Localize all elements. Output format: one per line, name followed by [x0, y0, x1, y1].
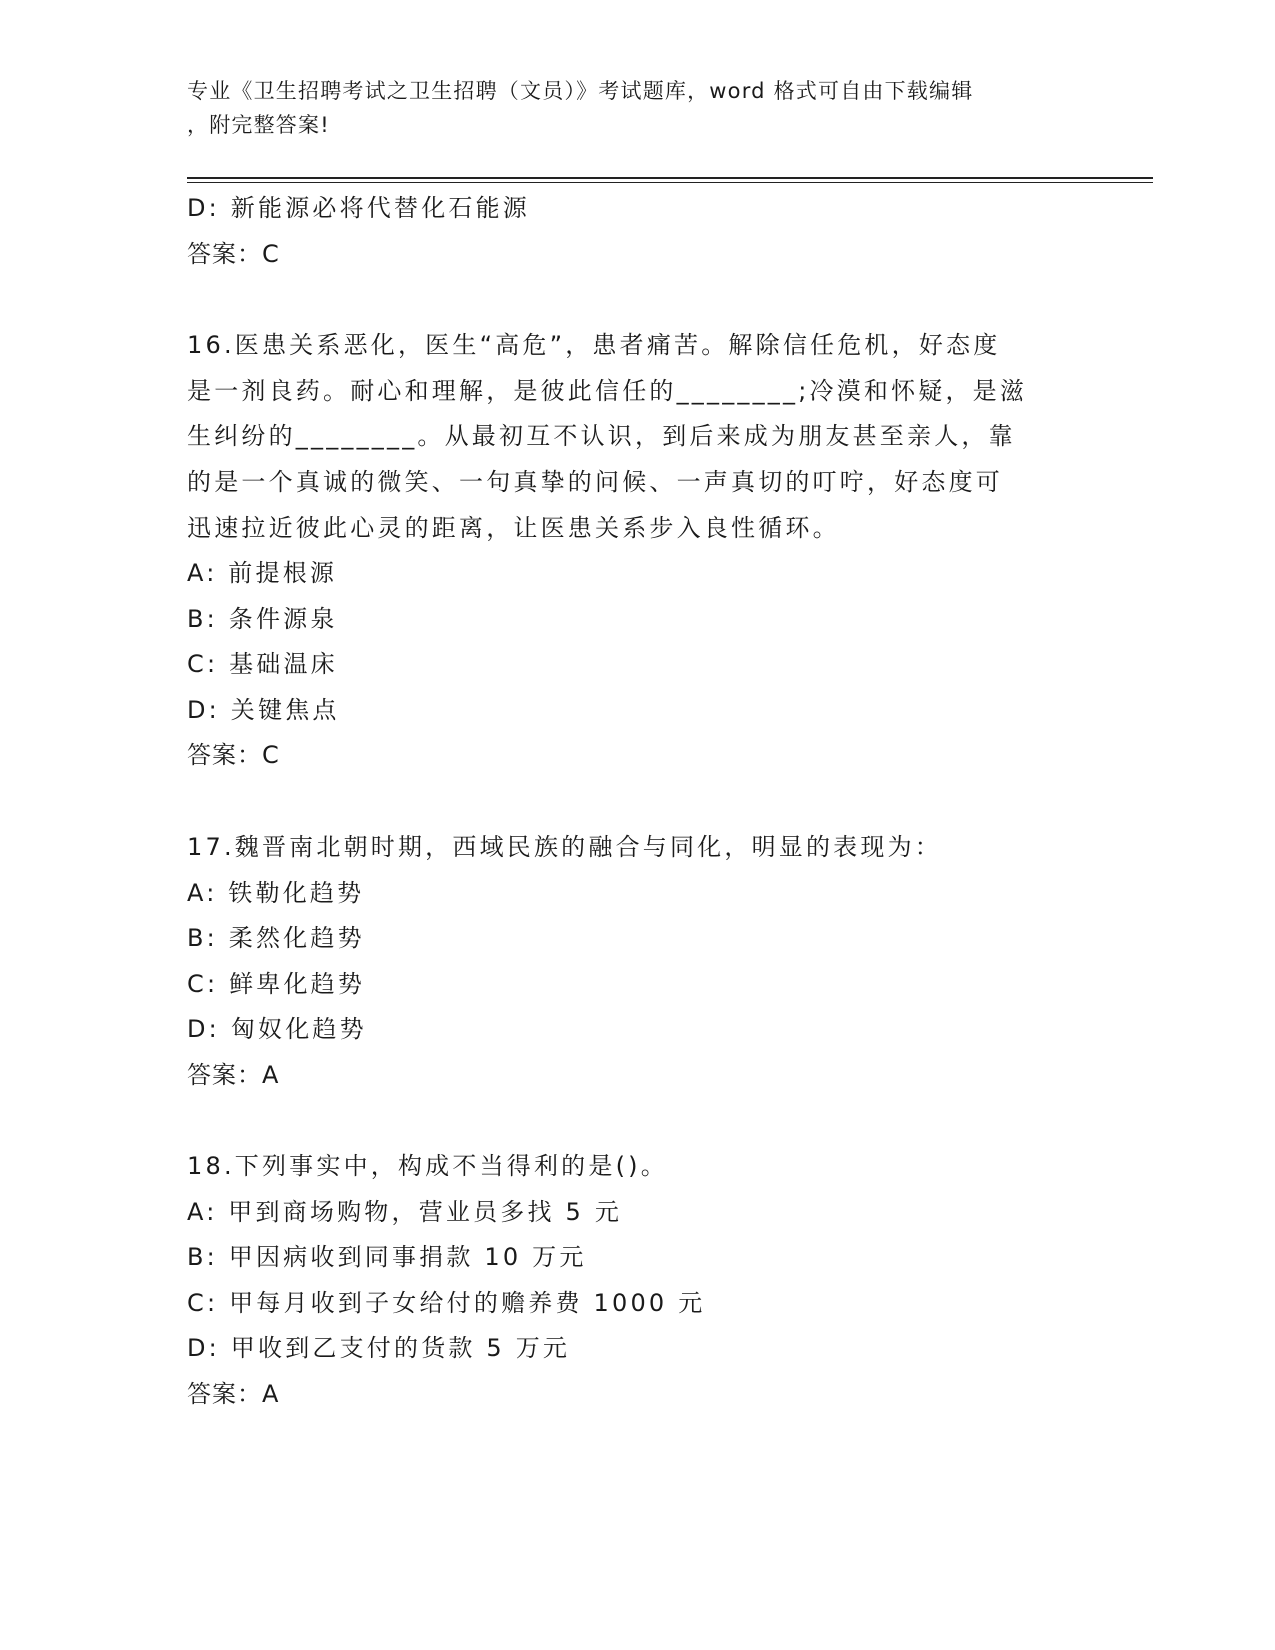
- option-d: D: 新能源必将代替化石能源: [187, 194, 530, 222]
- answer-line: 答案：C: [187, 741, 280, 770]
- option-d: D: 匈奴化趋势: [187, 1015, 367, 1044]
- option-a: A: 甲到商场购物，营业员多找 5 元: [187, 1197, 623, 1226]
- option-b: B: 甲因病收到同事捐款 10 万元: [187, 1243, 587, 1272]
- option-a: A: 前提根源: [187, 559, 338, 588]
- option-c: C: 甲每月收到子女给付的赡养费 1000 元: [187, 1288, 706, 1317]
- option-c: C: 鲜卑化趋势: [187, 969, 366, 998]
- header-rule-thick: [187, 177, 1153, 179]
- header-line-2: ，附完整答案!: [187, 113, 330, 137]
- option-b: B: 柔然化趋势: [187, 924, 365, 953]
- header-line-1: 专业《卫生招聘考试之卫生招聘（文员）》考试题库，word 格式可自由下载编辑: [187, 79, 974, 103]
- question-stem-line: 的是一个真诚的微笑、一句真挚的问候、一声真切的叮咛，好态度可: [187, 468, 1003, 497]
- prev-question-tail: [187, 186, 1087, 277]
- option-d: D: 关键焦点: [187, 695, 340, 724]
- question-stem-line: 17.魏晋南北朝时期，西域民族的融合与同化，明显的表现为：: [187, 832, 942, 861]
- question-stem-line: 18.下列事实中，构成不当得利的是()。: [187, 1152, 668, 1181]
- question-stem-line: 迅速拉近彼此心灵的距离，让医患关系步入良性循环。: [187, 513, 840, 542]
- question-stem-line: 16.医患关系恶化，医生“高危”，患者痛苦。解除信任危机，好态度: [187, 331, 1001, 359]
- option-c: C: 基础温床: [187, 650, 338, 679]
- option-d: D: 甲收到乙支付的货款 5 万元: [187, 1334, 571, 1363]
- question-stem-line: 是一剂良药。耐心和理解，是彼此信任的________;冷漠和怀疑，是滋: [187, 376, 1028, 405]
- question-18: [187, 1144, 1087, 1417]
- option-a: A: 铁勒化趋势: [187, 878, 365, 907]
- answer-line: 答案：C: [187, 239, 280, 268]
- option-b: B: 条件源泉: [187, 604, 338, 633]
- answer-line: 答案：A: [187, 1379, 280, 1408]
- question-17: [187, 825, 1087, 1098]
- question-stem-line: 生纠纷的________。从最初互不认识，到后来成为朋友甚至亲人，靠: [187, 422, 1016, 451]
- document-header: [187, 74, 1067, 142]
- document-body: [187, 186, 1087, 1417]
- question-16: [187, 323, 1087, 779]
- header-rule-thin: [187, 182, 1153, 183]
- answer-line: 答案：A: [187, 1060, 280, 1089]
